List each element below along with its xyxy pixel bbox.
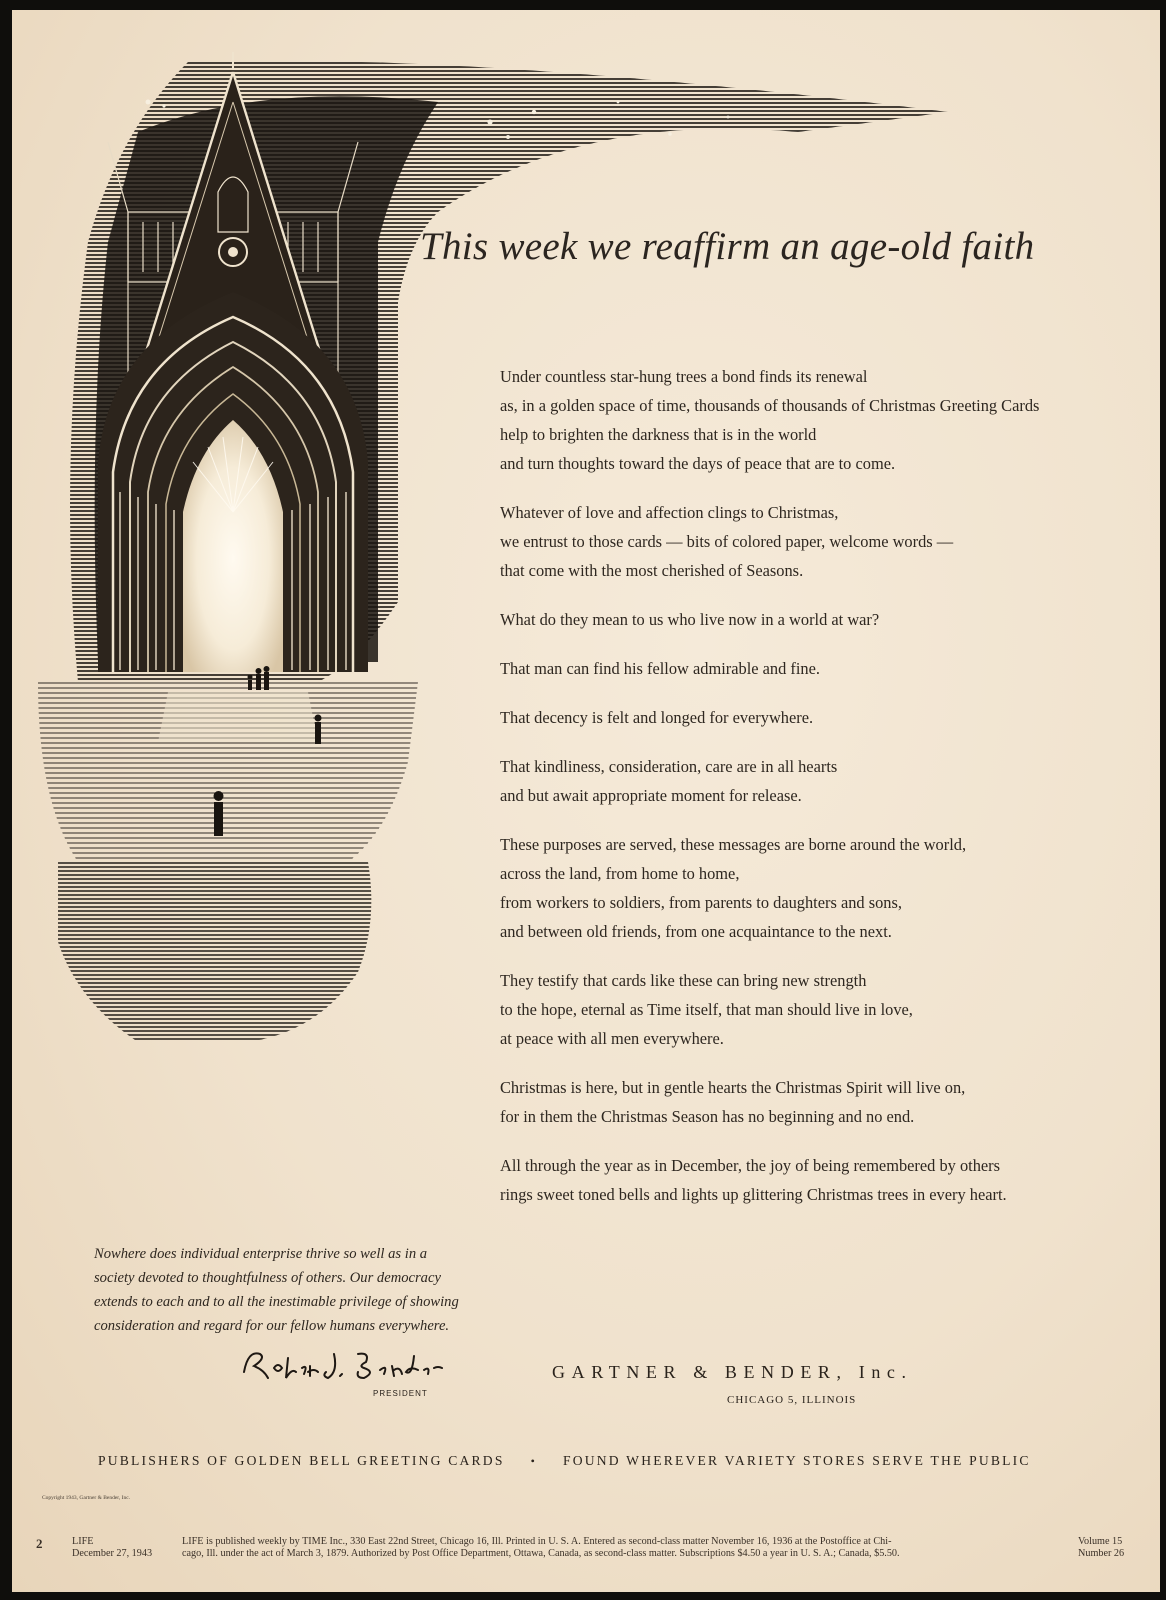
bullet-icon: • — [530, 1454, 537, 1468]
magazine-info — [72, 1536, 152, 1560]
page-title: This week we reaffirm an age-old faith — [420, 225, 1035, 268]
quote-line: consideration and regard for our fellow humans everywhere. — [94, 1318, 450, 1334]
poem-line: from workers to soldiers, from parents to daughters and sons, — [500, 893, 902, 912]
president-quote — [94, 1242, 494, 1338]
magazine-name: LIFE — [72, 1536, 94, 1547]
signer-title: PRESIDENT — [373, 1389, 428, 1398]
poem-line: Whatever of love and affection clings to Christmas, — [500, 503, 839, 522]
volume: Volume 15 — [1078, 1536, 1123, 1547]
tagline-left: PUBLISHERS OF GOLDEN BELL GREETING CARDS — [98, 1453, 505, 1468]
poem-line: All through the year as in December, the joy of being remembered by others — [500, 1156, 1001, 1175]
stanza — [500, 703, 1140, 732]
stanza — [500, 498, 1140, 585]
poem-line: to the hope, eternal as Time itself, that man should live in love, — [500, 1000, 913, 1019]
poem-line: and turn thoughts toward the days of peace that are to come. — [500, 454, 896, 473]
poem-line: Christmas is here, but in gentle hearts the Christmas Spirit will live on, — [500, 1078, 966, 1097]
poem-line: at peace with all men everywhere. — [500, 1029, 724, 1048]
stanza — [500, 1073, 1140, 1131]
quote-line: Nowhere does individual enterprise thrive so well as in a — [94, 1246, 428, 1262]
copyright-notice: Copyright 1943, Gartner & Bender, Inc. — [42, 1495, 131, 1501]
signature — [238, 1342, 448, 1388]
poem-line: that come with the most cherished of Seasons. — [500, 561, 804, 580]
poem-line: These purposes are served, these messages are borne around the world, — [500, 835, 967, 854]
stanza — [500, 654, 1140, 683]
poem-line: we entrust to those cards — bits of colored paper, welcome words — — [500, 532, 954, 551]
poem-line: That man can find his fellow admirable and fine. — [500, 659, 820, 678]
magazine-page — [12, 10, 1160, 1592]
poem-line: Under countless star-hung trees a bond finds its renewal — [500, 367, 868, 386]
volume-info — [1078, 1536, 1124, 1560]
issue-number: Number 26 — [1078, 1548, 1125, 1559]
company-name: GARTNER & BENDER, Inc. — [552, 1362, 913, 1382]
stanza — [500, 752, 1140, 810]
notice-line: cago, Ill. under the act of March 3, 1879. Authorized by Post Office Department, Ottawa, Canada, as second-class matter. Subscriptions $4.50 a year in U. S. A.; Canada, $5.50. — [182, 1548, 900, 1559]
poem-line: for in them the Christmas Season has no beginning and no end. — [500, 1107, 915, 1126]
publication-notice — [182, 1536, 1112, 1560]
poem-line: They testify that cards like these can bring new strength — [500, 971, 867, 990]
poem-line: What do they mean to us who live now in a world at war? — [500, 610, 880, 629]
tagline — [98, 1453, 1031, 1469]
stanza — [500, 966, 1140, 1053]
poem-line: help to brighten the darkness that is in the world — [500, 425, 817, 444]
company-city: CHICAGO 5, ILLINOIS — [727, 1394, 857, 1406]
tagline-right: FOUND WHEREVER VARIETY STORES SERVE THE PUBLIC — [563, 1453, 1031, 1468]
page-number: 2 — [36, 1536, 43, 1551]
steps — [38, 682, 418, 1042]
quote-line: society devoted to thoughtfulness of others. Our democracy — [94, 1270, 441, 1286]
poem-line: across the land, from home to home, — [500, 864, 740, 883]
poem-line: rings sweet toned bells and lights up glittering Christmas trees in every heart. — [500, 1185, 1007, 1204]
poem-line: That decency is felt and longed for everywhere. — [500, 708, 814, 727]
poem-line: and between old friends, from one acquaintance to the next. — [500, 922, 892, 941]
poem-body — [500, 362, 1140, 1229]
poem-line: That kindliness, consideration, care are in all hearts — [500, 757, 838, 776]
poem-line: as, in a golden space of time, thousands of thousands of Christmas Greeting Cards — [500, 396, 1040, 415]
poem-line: and but await appropriate moment for release. — [500, 786, 802, 805]
stanza — [500, 362, 1140, 478]
stanza — [500, 830, 1140, 946]
stanza — [500, 1151, 1140, 1209]
notice-line: LIFE is published weekly by TIME Inc., 330 East 22nd Street, Chicago 16, Ill. Printed in U. S. A. Entered as second-class matter November 16, 1936 at the Postoffice at Chi- — [182, 1536, 892, 1547]
stanza — [500, 605, 1140, 634]
issue-date: December 27, 1943 — [72, 1548, 153, 1559]
quote-line: extends to each and to all the inestimable privilege of showing — [94, 1294, 459, 1310]
